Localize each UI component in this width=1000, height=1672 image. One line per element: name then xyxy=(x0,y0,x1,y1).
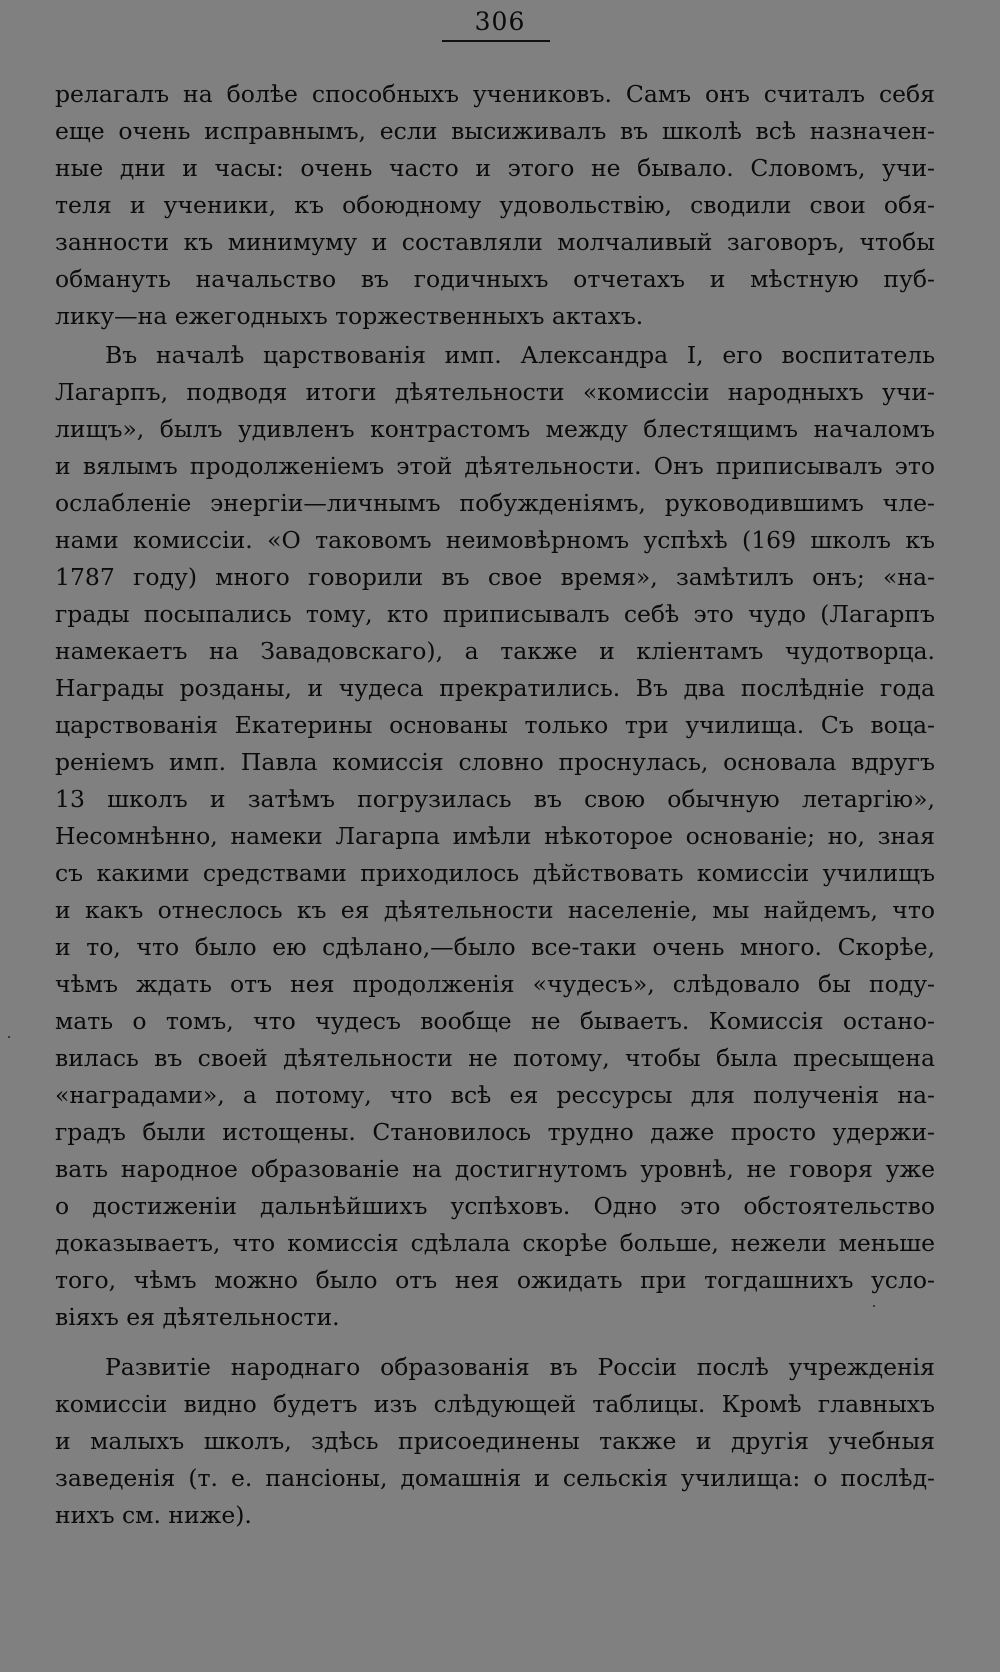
text-line: чѣмъ ждать отъ нея продолженія «чудесъ», слѣдовало бы поду- xyxy=(55,970,935,998)
text-line: ослабленіе энергіи—личнымъ побужденіямъ, руководившимъ чле- xyxy=(55,489,935,517)
page-number: 306 xyxy=(474,7,526,36)
text-line: віяхъ ея дѣятельности. xyxy=(55,1303,340,1331)
text-line: еще очень исправнымъ, если высиживалъ въ школѣ всѣ назначен- xyxy=(55,117,935,145)
text-line: «наградами», а потому, что всѣ ея рессурсы для полученія на- xyxy=(55,1081,935,1109)
text-line: занности къ минимуму и составляли молчаливый заговоръ, чтобы xyxy=(55,228,935,256)
paragraph-3 xyxy=(55,1349,935,1534)
paragraph-2 xyxy=(55,337,935,1336)
text-line: нами комиссіи. «О таковомъ неимовѣрномъ успѣхѣ (169 школъ къ xyxy=(55,526,935,554)
text-line: грады посыпались тому, кто приписывалъ себѣ это чудо (Лагарпъ xyxy=(55,600,935,628)
text-line: царствованія Екатерины основаны только три училища. Съ воца- xyxy=(55,711,935,739)
text-line: вать народное образованіе на достигнутомъ уровнѣ, не говоря уже xyxy=(55,1155,935,1183)
text-line: Въ началѣ царствованія имп. Александра I, его воспитатель xyxy=(105,341,935,369)
text-line: вилась въ своей дѣятельности не потому, чтобы была пресыщена xyxy=(55,1044,935,1072)
text-line: 13 школъ и затѣмъ погрузилась въ свою обычную летаргію», xyxy=(55,785,935,813)
text-line: 1787 году) много говорили въ свое время», замѣтилъ онъ; «на- xyxy=(55,563,935,591)
text-line: Лагарпъ, подводя итоги дѣятельности «комиссіи народныхъ учи- xyxy=(55,378,935,406)
text-line: доказываетъ, что комиссія сдѣлала скорѣе больше, нежели меньше xyxy=(55,1229,935,1257)
text-line: о достиженіи дальнѣйшихъ успѣховъ. Одно это обстоятельство xyxy=(55,1192,935,1220)
text-line: реніемъ имп. Павла комиссія словно проснулась, основала вдругъ xyxy=(55,748,935,776)
text-line: лику—на ежегодныхъ торжественныхъ актахъ. xyxy=(55,302,644,330)
text-line: и какъ отнеслось къ ея дѣятельности населеніе, мы найдемъ, что xyxy=(55,896,935,924)
text-line: съ какими средствами приходилось дѣйствовать комиссіи училищъ xyxy=(55,859,935,887)
text-line: теля и ученики, къ обоюдному удовольствію, сводили свои обя- xyxy=(55,191,935,219)
text-line: мать о томъ, что чудесъ вообще не бываетъ. Комиссія остано- xyxy=(55,1007,935,1035)
text-line: и вялымъ продолженіемъ этой дѣятельности. Онъ приписывалъ это xyxy=(55,452,935,480)
text-line: Несомнѣнно, намеки Лагарпа имѣли нѣкоторое основаніе; но, зная xyxy=(55,822,935,850)
page-number-rule xyxy=(442,40,550,42)
text-line: и то, что было ею сдѣлано,—было все-таки очень много. Скорѣе, xyxy=(55,933,935,961)
text-line: лищъ», былъ удивленъ контрастомъ между блестящимъ началомъ xyxy=(55,415,935,443)
text-line: градъ были истощены. Становилось трудно даже просто удержи- xyxy=(55,1118,935,1146)
text-line: нихъ см. ниже). xyxy=(55,1501,252,1529)
text-line: того, чѣмъ можно было отъ нея ожидать при тогдашнихъ усло- xyxy=(55,1266,935,1294)
text-line: Развитіе народнаго образованія въ Россіи послѣ учрежденія xyxy=(105,1353,935,1381)
text-line: релагалъ на болѣе способныхъ учениковъ. Самъ онъ считалъ себя xyxy=(55,80,935,108)
text-line: намекаетъ на Завадовскаго), а также и кліентамъ чудотворца. xyxy=(55,637,935,665)
scan-speck xyxy=(873,1305,875,1307)
text-line: ные дни и часы: очень часто и этого не бывало. Словомъ, учи- xyxy=(55,154,935,182)
text-line: Награды розданы, и чудеса прекратились. Въ два послѣдніе года xyxy=(55,674,935,702)
text-line: обмануть начальство въ годичныхъ отчетахъ и мѣстную пуб- xyxy=(55,265,935,293)
text-line: комиссіи видно будетъ изъ слѣдующей таблицы. Кромѣ главныхъ xyxy=(55,1390,935,1418)
text-line: и малыхъ школъ, здѣсь присоединены также и другія учебныя xyxy=(55,1427,935,1455)
text-line: заведенія (т. е. пансіоны, домашнія и сельскія училища: о послѣд- xyxy=(55,1464,935,1492)
page-text xyxy=(55,76,935,1534)
scan-speck xyxy=(8,1036,10,1038)
paragraph-1 xyxy=(55,76,935,335)
